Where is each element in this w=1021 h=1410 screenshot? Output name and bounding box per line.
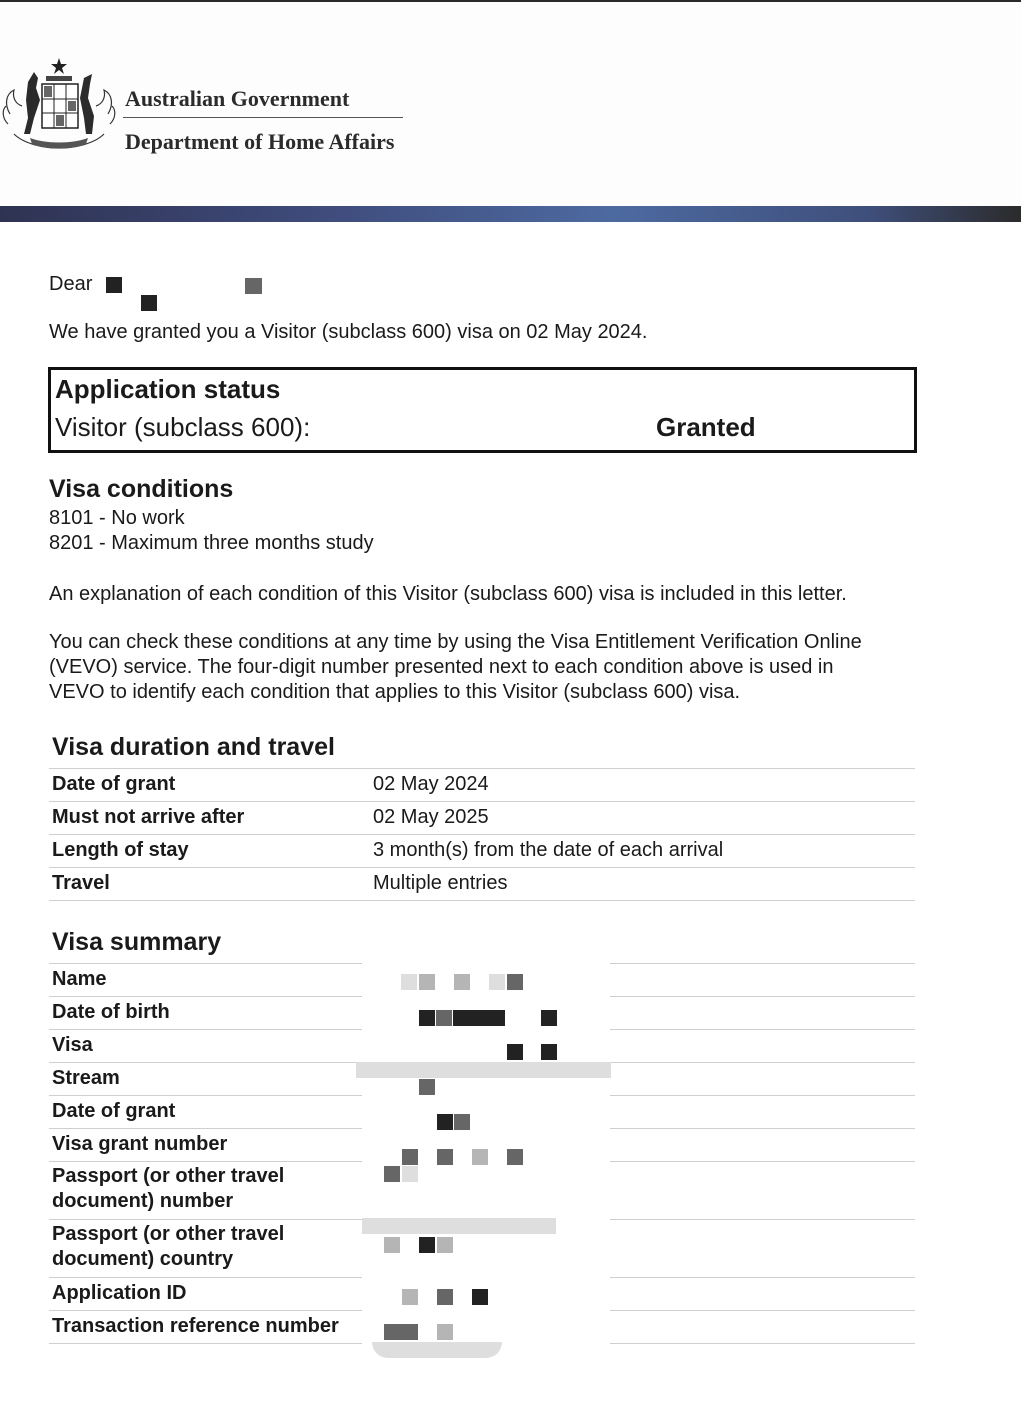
row-label: Visa grant number — [52, 1133, 228, 1155]
redacted-value-block — [437, 1289, 453, 1305]
conditions-explanation: An explanation of each condition of this Visitor (subclass 600) visa is included in this letter. — [49, 583, 847, 605]
visa-conditions-list — [49, 506, 374, 556]
redacted-value-block — [472, 1289, 488, 1305]
redacted-value-block — [362, 1218, 556, 1234]
row-label: Visa — [52, 1034, 93, 1056]
redacted-value-block — [372, 1342, 502, 1358]
table-row — [49, 801, 915, 834]
row-value: 02 May 2025 — [373, 806, 489, 828]
row-value: 02 May 2024 — [373, 773, 489, 795]
vevo-line: VEVO to identify each condition that applies to this Visitor (subclass 600) visa. — [49, 681, 741, 703]
row-label: Travel — [52, 872, 110, 894]
department-name: Department of Home Affairs — [125, 129, 395, 154]
redacted-value-block — [402, 1149, 418, 1165]
letterhead-divider — [123, 117, 403, 118]
redacted-value-block — [402, 1166, 418, 1182]
redacted-value-block — [507, 974, 523, 990]
condition-item: 8201 - Maximum three months study — [49, 532, 374, 554]
row-label: Date of grant — [52, 1100, 176, 1122]
row-label: Must not arrive after — [52, 806, 245, 828]
application-status-box — [48, 367, 917, 453]
redacted-value-block — [454, 1114, 470, 1130]
redacted-value-block — [384, 1324, 418, 1340]
table-row — [49, 834, 915, 867]
header-color-band — [0, 206, 1021, 222]
redacted-value-block — [437, 1114, 453, 1130]
row-label: Date of grant — [52, 773, 176, 795]
coat-of-arms-icon — [0, 54, 118, 158]
government-name: Australian Government — [125, 86, 350, 111]
redacted-value-block — [453, 1010, 505, 1026]
row-value: 3 month(s) from the date of each arrival — [373, 839, 724, 861]
redacted-value-block — [541, 1044, 557, 1060]
row-label: Date of birth — [52, 1001, 170, 1023]
row-label: Name — [52, 968, 107, 990]
redacted-value-block — [402, 1289, 418, 1305]
row-label: Transaction reference number — [52, 1315, 339, 1337]
vevo-line: You can check these conditions at any time by using the Visa Entitlement Verification Online — [49, 631, 862, 653]
redacted-value-block — [454, 974, 470, 990]
redacted-value-block — [507, 1044, 523, 1060]
salutation: Dear — [49, 273, 93, 295]
condition-item: 8101 - No work — [49, 507, 185, 529]
visa-duration-heading: Visa duration and travel — [52, 733, 335, 761]
redacted-value-block — [541, 1010, 557, 1026]
redacted-value-block — [489, 974, 505, 990]
row-label-line: document) country — [52, 1248, 234, 1270]
letterhead — [0, 2, 1021, 206]
vevo-line: (VEVO) service. The four-digit number presented next to each condition above is used in — [49, 656, 834, 678]
table-row — [49, 768, 915, 801]
row-label: Application ID — [52, 1282, 187, 1304]
row-label — [52, 1164, 284, 1214]
application-status-title: Application status — [55, 374, 281, 404]
redacted-value-block — [419, 974, 435, 990]
redacted-value-block — [437, 1149, 453, 1165]
redacted-value-block — [419, 1079, 435, 1095]
redacted-name-block — [245, 278, 262, 294]
application-status-label: Visitor (subclass 600): — [55, 412, 311, 442]
row-label — [52, 1222, 284, 1272]
redacted-value-block — [507, 1149, 523, 1165]
row-label: Stream — [52, 1067, 120, 1089]
row-value: Multiple entries — [373, 872, 508, 894]
redacted-value-block — [437, 1324, 453, 1340]
row-label: Length of stay — [52, 839, 189, 861]
row-label-line: Passport (or other travel — [52, 1165, 285, 1187]
redacted-value-block — [384, 1166, 400, 1182]
redacted-value-block — [356, 1062, 611, 1078]
redacted-name-block — [106, 277, 122, 293]
table-row — [49, 867, 915, 900]
visa-duration-table — [49, 768, 915, 901]
redacted-value-block — [384, 1237, 400, 1253]
visa-conditions-heading: Visa conditions — [49, 475, 234, 503]
table-end-rule — [49, 900, 915, 901]
application-status-value: Granted — [656, 412, 756, 442]
redacted-value-block — [436, 1010, 452, 1026]
visa-summary-heading: Visa summary — [52, 928, 222, 956]
row-label-line: document) number — [52, 1190, 234, 1212]
redacted-value-block — [472, 1149, 488, 1165]
grant-intro: We have granted you a Visitor (subclass 600) visa on 02 May 2024. — [49, 321, 648, 343]
redacted-value-block — [401, 974, 417, 990]
redacted-name-block — [141, 295, 157, 311]
redacted-value-block — [419, 1237, 435, 1253]
vevo-paragraph — [49, 630, 929, 705]
row-label-line: Passport (or other travel — [52, 1223, 285, 1245]
redacted-value-block — [437, 1237, 453, 1253]
redacted-value-block — [419, 1010, 435, 1026]
